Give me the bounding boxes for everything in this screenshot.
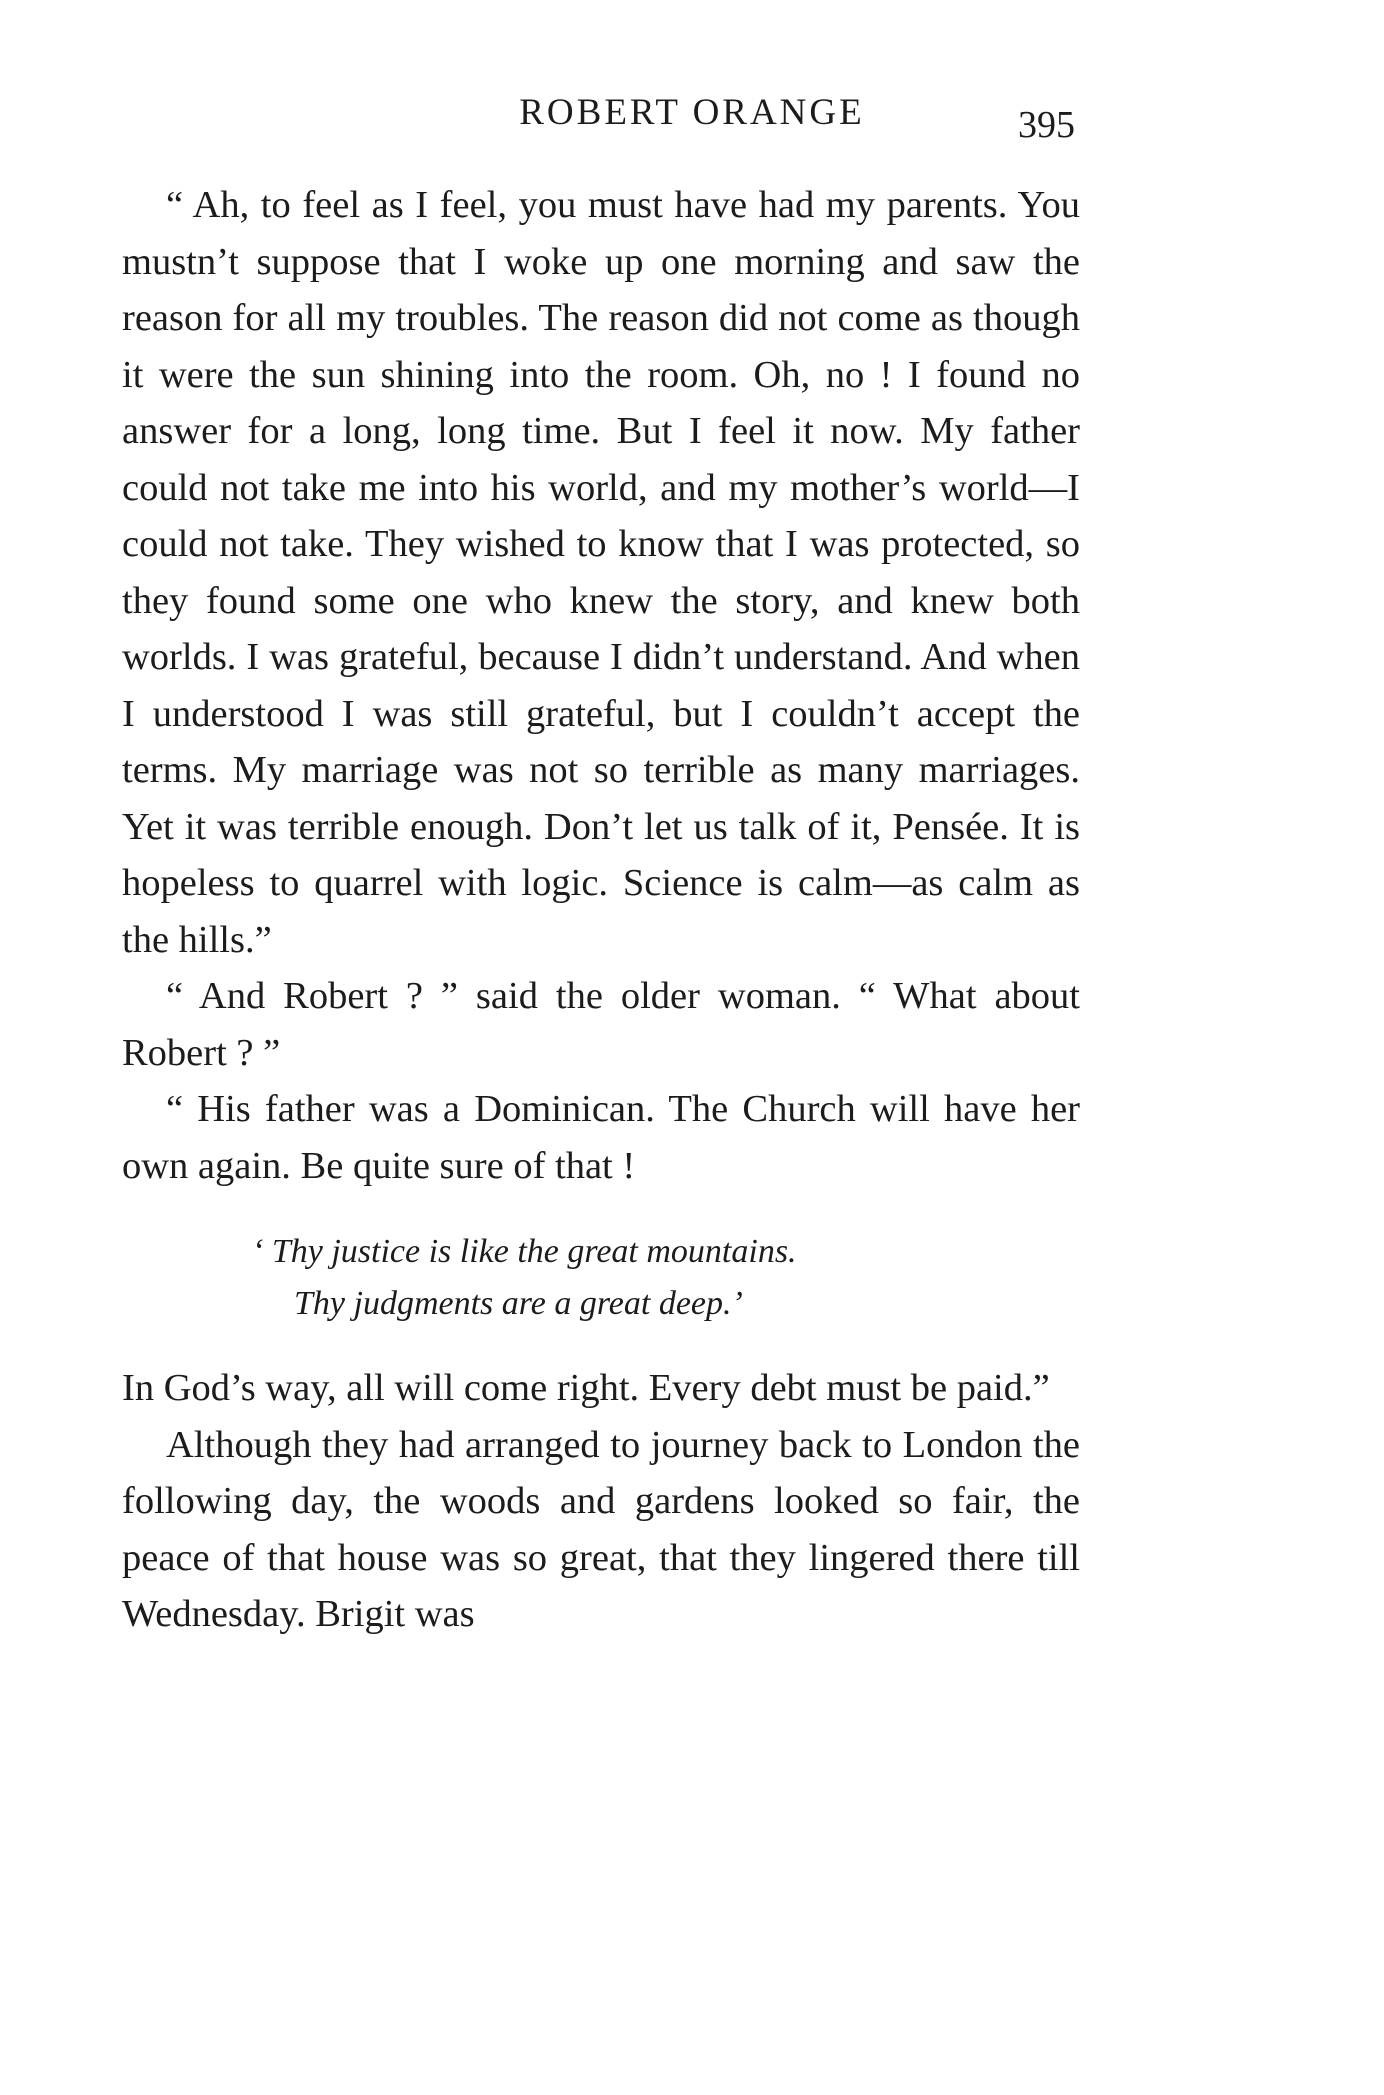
paragraph-1: “ Ah, to feel as I feel, you must have had my parents. You mustn’t suppose that I woke up one morning and saw the reason for all my troubles. The reason did not come as though it were the sun shining into the room. Oh, no ! I found no answer for a long, long time. But I feel it now. My father could not take me into his world, and my mother’s world—I could not take. They wished to know that I was protected, so they found some one who knew the story, and knew both worlds. I was grateful, because I didn’t understand. And when I understood I was still grateful, but I couldn’t accept the terms. My marriage was not so terrible as many marriages. Yet it was terrible enough. Don’t let us talk of it, Pensée. It is hopeless to quarrel with logic. Science is calm—as calm as the hills.” [122,184,1080,961]
running-head [0,88,1384,146]
running-title: ROBERT ORANGE [519,92,865,133]
page-bottom-margin [0,2060,1384,2061]
quote-line-1: ‘ Thy justice is like the great mountains. [252,1233,797,1270]
paragraph-2: “ And Robert ? ” said the older woman. “ What about Robert ? ” [122,975,1080,1074]
page-number: 395 [1018,104,1075,146]
body-text [122,177,1080,1643]
paragraph-4: In God’s way, all will come right. Every debt must be paid.” [122,1367,1050,1409]
scripture-quote [122,1226,1080,1330]
paragraph-5: Although they had arranged to journey back to London the following day, the woods and gardens looked so fair, the peace of that house was so great, that they lingered there till Wednesday. Brigit was [122,1423,1080,1635]
paragraph-3: “ His father was a Dominican. The Church will have her own again. Be quite sure of that ! [122,1088,1080,1187]
quote-line-2: Thy judgments are a great deep.’ [294,1285,743,1322]
